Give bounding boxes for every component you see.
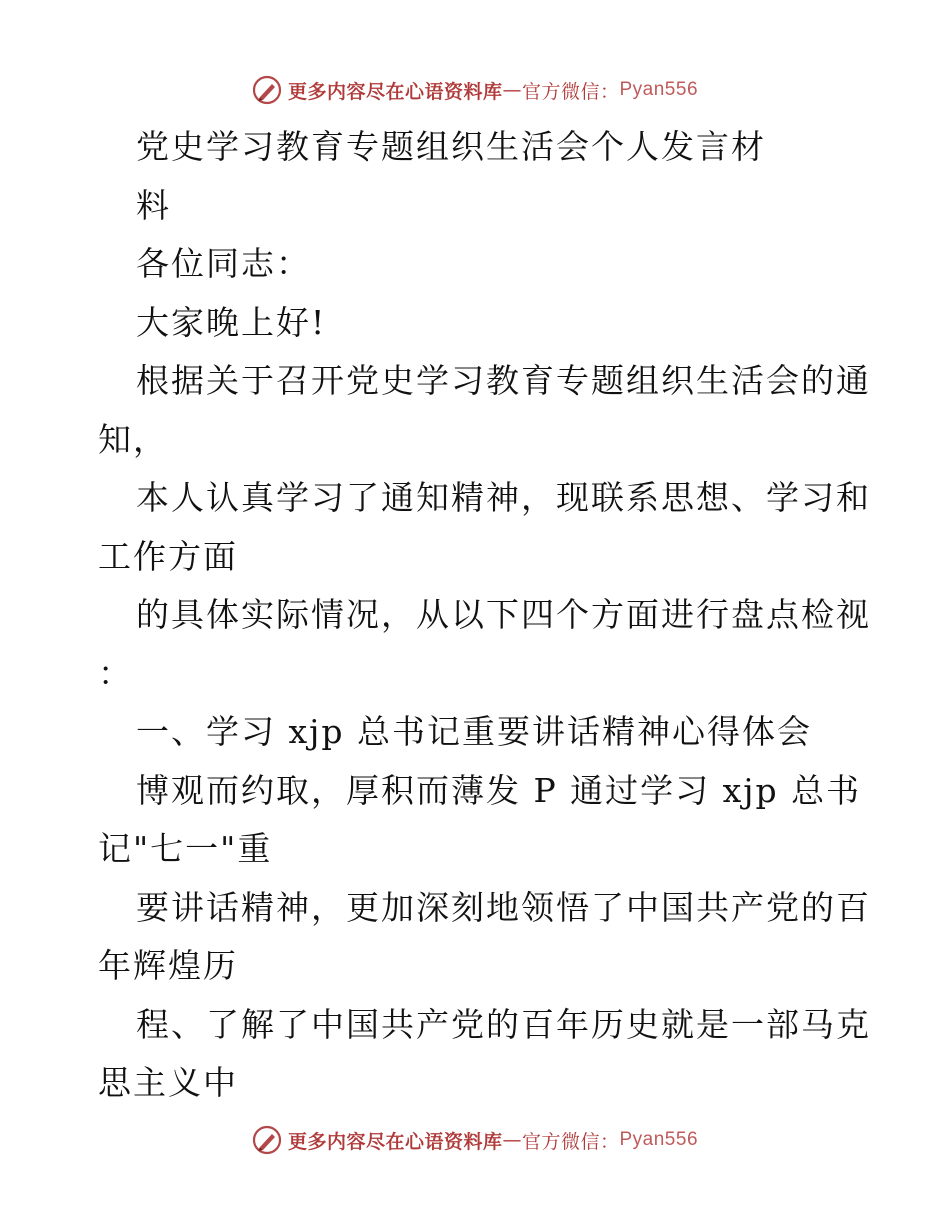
- watermark-wechat-id: Pyan556: [619, 79, 699, 100]
- salutation: 各位同志：: [136, 244, 311, 283]
- paragraph-line: ：: [98, 653, 133, 693]
- paragraph-line: 知，: [98, 419, 168, 459]
- title-line-1: 党史学习教育专题组织生活会个人发言材: [136, 127, 766, 166]
- paragraph-line: 根据关于召开党史学习教育专题组织生活会的通: [136, 361, 871, 400]
- watermark-wechat-label: 官方微信：: [521, 80, 620, 103]
- paragraph-line: 博观而约取，厚积而薄发 P 通过学习 xjp 总书: [136, 770, 862, 810]
- pen-logo-icon: [252, 75, 282, 105]
- greeting: 大家晚上好!: [136, 302, 327, 342]
- paragraph-line: 要讲话精神，更加深刻地领悟了中国共产党的百: [136, 887, 871, 927]
- watermark-separator: —: [502, 79, 522, 101]
- section-heading-1: 一、学习 xjp 总书记重要讲话精神心得体会: [136, 712, 812, 751]
- watermark-wechat-id: Pyan556: [619, 1129, 699, 1150]
- pen-logo-icon: [252, 1125, 282, 1155]
- watermark-header: [0, 70, 950, 110]
- watermark-wechat-label: 官方微信：: [521, 1130, 620, 1153]
- paragraph-line: 记"七一"重: [98, 829, 273, 868]
- watermark-main-text: 更多内容尽在心语资料库: [287, 80, 503, 103]
- watermark-footer: [0, 1120, 950, 1160]
- paragraph-line: 本人认真学习了通知精神，现联系思想、学习和: [136, 478, 871, 517]
- paragraph-line: 年辉煌历: [98, 946, 238, 985]
- title-line-2: 料: [136, 185, 171, 225]
- watermark-separator: —: [502, 1129, 522, 1151]
- paragraph-line: 思主义中: [98, 1063, 238, 1102]
- paragraph-line: 程、了解了中国共产党的百年历史就是一部马克: [136, 1004, 871, 1044]
- watermark-main-text: 更多内容尽在心语资料库: [287, 1130, 503, 1153]
- paragraph-line: 工作方面: [98, 536, 238, 576]
- document-body: [98, 118, 871, 1113]
- paragraph-line: 的具体实际情况，从以下四个方面进行盘点检视: [136, 595, 871, 634]
